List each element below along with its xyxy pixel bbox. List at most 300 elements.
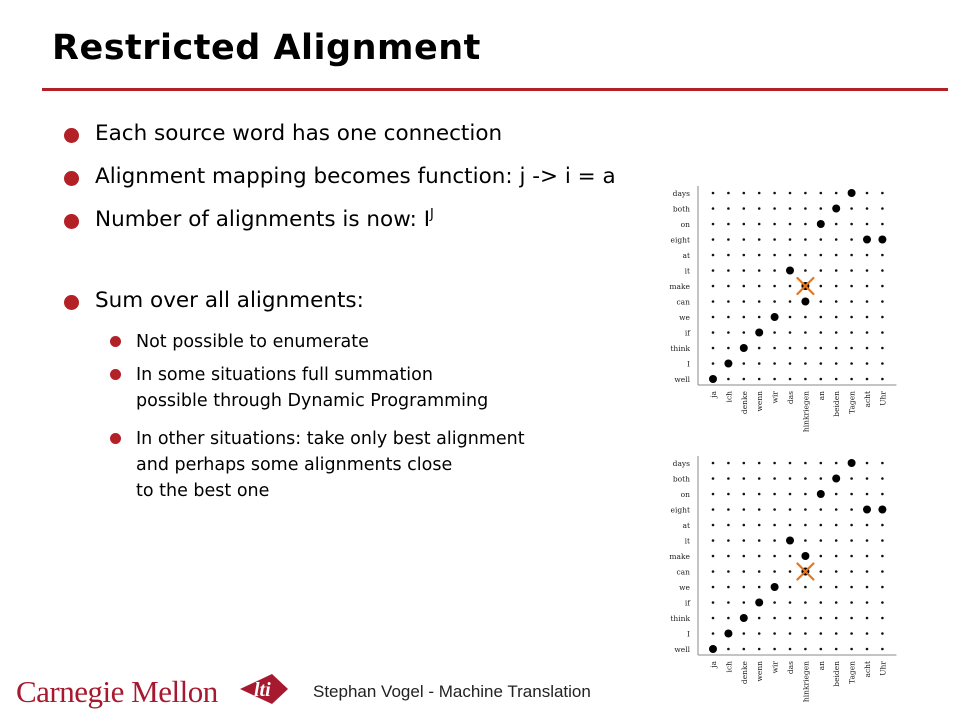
grid-dot bbox=[881, 269, 884, 272]
source-word-label: beiden bbox=[832, 661, 842, 687]
grid-dot bbox=[789, 477, 792, 480]
grid-dot bbox=[712, 586, 715, 589]
grid-dot bbox=[881, 207, 884, 210]
grid-dot bbox=[866, 632, 869, 635]
target-word-label: at bbox=[682, 251, 690, 260]
alignment-point bbox=[709, 645, 717, 653]
alignment-point bbox=[817, 220, 825, 228]
grid-dot bbox=[758, 192, 761, 195]
grid-dot bbox=[866, 648, 869, 651]
grid-dot bbox=[820, 632, 823, 635]
grid-dot bbox=[804, 269, 807, 272]
grid-dot bbox=[727, 570, 730, 573]
target-word-label: both bbox=[672, 204, 690, 214]
alignment-matrix-svg bbox=[662, 182, 908, 433]
grid-dot bbox=[727, 617, 730, 620]
grid-dot bbox=[743, 316, 746, 319]
target-word-label: make bbox=[669, 552, 690, 561]
grid-dot bbox=[850, 539, 853, 542]
grid-dot bbox=[881, 347, 884, 350]
grid-dot bbox=[850, 347, 853, 350]
grid-dot bbox=[866, 362, 869, 365]
target-word-label: days bbox=[672, 189, 690, 198]
grid-dot bbox=[850, 555, 853, 558]
grid-dot bbox=[712, 508, 715, 511]
grid-dot bbox=[743, 285, 746, 288]
grid-dot bbox=[804, 508, 807, 511]
grid-dot bbox=[804, 493, 807, 496]
grid-dot bbox=[835, 648, 838, 651]
grid-dot bbox=[789, 331, 792, 334]
carnegie-mellon-logo: Carnegie Mellon bbox=[16, 674, 218, 709]
grid-dot bbox=[712, 632, 715, 635]
grid-dot bbox=[773, 601, 776, 604]
grid-dot bbox=[881, 362, 884, 365]
grid-dot bbox=[881, 331, 884, 334]
bullet-text: Sum over all alignments: bbox=[95, 288, 364, 313]
grid-dot bbox=[820, 570, 823, 573]
grid-dot bbox=[835, 462, 838, 465]
grid-dot bbox=[881, 462, 884, 465]
grid-dot bbox=[758, 508, 761, 511]
grid-dot bbox=[773, 362, 776, 365]
grid-dot bbox=[758, 524, 761, 527]
grid-dot bbox=[773, 539, 776, 542]
grid-dot bbox=[758, 462, 761, 465]
sub-bullet-line: and perhaps some alignments close bbox=[136, 455, 453, 475]
grid-dot bbox=[789, 524, 792, 527]
grid-dot bbox=[773, 269, 776, 272]
grid-dot bbox=[773, 192, 776, 195]
grid-dot bbox=[820, 378, 823, 381]
grid-dot bbox=[727, 477, 730, 480]
source-word-label: Uhr bbox=[878, 391, 888, 406]
grid-dot bbox=[727, 316, 730, 319]
grid-dot bbox=[835, 285, 838, 288]
grid-dot bbox=[712, 300, 715, 303]
grid-dot bbox=[804, 362, 807, 365]
grid-dot bbox=[804, 539, 807, 542]
grid-dot bbox=[881, 570, 884, 573]
grid-dot bbox=[881, 300, 884, 303]
sub-bullet-line: possible through Dynamic Programming bbox=[136, 391, 489, 411]
grid-dot bbox=[743, 524, 746, 527]
alignment-point bbox=[801, 552, 809, 560]
grid-dot bbox=[712, 316, 715, 319]
grid-dot bbox=[712, 347, 715, 350]
grid-dot bbox=[789, 207, 792, 210]
grid-dot bbox=[835, 524, 838, 527]
grid-dot bbox=[835, 238, 838, 241]
source-word-label: wir bbox=[770, 661, 780, 674]
grid-dot bbox=[804, 378, 807, 381]
grid-dot bbox=[789, 493, 792, 496]
grid-dot bbox=[850, 477, 853, 480]
source-word-label: beiden bbox=[832, 391, 842, 417]
grid-dot bbox=[866, 586, 869, 589]
grid-dot bbox=[727, 347, 730, 350]
grid-dot bbox=[789, 586, 792, 589]
grid-dot bbox=[743, 555, 746, 558]
grid-dot bbox=[727, 269, 730, 272]
grid-dot bbox=[789, 192, 792, 195]
alignment-point bbox=[801, 298, 809, 306]
grid-dot bbox=[789, 300, 792, 303]
grid-dot bbox=[773, 285, 776, 288]
grid-dot bbox=[881, 285, 884, 288]
grid-dot bbox=[758, 378, 761, 381]
grid-dot bbox=[835, 570, 838, 573]
grid-dot bbox=[773, 524, 776, 527]
grid-dot bbox=[820, 238, 823, 241]
grid-dot bbox=[850, 362, 853, 365]
grid-dot bbox=[866, 539, 869, 542]
grid-dot bbox=[743, 601, 746, 604]
grid-dot bbox=[850, 207, 853, 210]
grid-dot bbox=[804, 601, 807, 604]
grid-dot bbox=[743, 462, 746, 465]
sub-bullet-line: In some situations full summation bbox=[136, 365, 433, 385]
grid-dot bbox=[743, 238, 746, 241]
grid-dot bbox=[804, 632, 807, 635]
grid-dot bbox=[804, 331, 807, 334]
grid-dot bbox=[820, 648, 823, 651]
grid-dot bbox=[727, 493, 730, 496]
grid-dot bbox=[835, 555, 838, 558]
grid-dot bbox=[850, 254, 853, 257]
bullet-text bbox=[95, 207, 434, 232]
grid-dot bbox=[835, 223, 838, 226]
alignment-point bbox=[817, 490, 825, 498]
footer-presenter: Stephan Vogel - Machine Translation bbox=[313, 682, 591, 701]
alignment-point bbox=[878, 506, 886, 514]
grid-dot bbox=[773, 632, 776, 635]
grid-dot bbox=[743, 254, 746, 257]
grid-dot bbox=[835, 617, 838, 620]
grid-dot bbox=[712, 223, 715, 226]
source-word-label: ja bbox=[709, 661, 718, 668]
grid-dot bbox=[789, 555, 792, 558]
source-word-label: wenn bbox=[755, 391, 765, 412]
grid-dot bbox=[881, 192, 884, 195]
grid-dot bbox=[820, 331, 823, 334]
grid-dot bbox=[758, 254, 761, 257]
grid-dot bbox=[866, 378, 869, 381]
grid-dot bbox=[758, 316, 761, 319]
grid-dot bbox=[758, 300, 761, 303]
grid-dot bbox=[743, 648, 746, 651]
grid-dot bbox=[758, 493, 761, 496]
source-word-label: hinkriegen bbox=[801, 661, 811, 703]
target-word-label: eight bbox=[670, 505, 690, 515]
grid-dot bbox=[712, 331, 715, 334]
bullet-text: Each source word has one connection bbox=[95, 121, 503, 146]
source-word-label: das bbox=[786, 391, 795, 405]
target-word-label: eight bbox=[670, 235, 690, 245]
target-word-label: I bbox=[687, 629, 690, 639]
grid-dot bbox=[820, 477, 823, 480]
alignment-point bbox=[848, 189, 856, 197]
grid-dot bbox=[712, 462, 715, 465]
source-word-label: hinkriegen bbox=[801, 391, 811, 433]
grid-dot bbox=[881, 555, 884, 558]
sub-bullet-marker bbox=[110, 336, 121, 347]
grid-dot bbox=[727, 524, 730, 527]
grid-dot bbox=[758, 586, 761, 589]
grid-dot bbox=[758, 207, 761, 210]
grid-dot bbox=[804, 617, 807, 620]
grid-dot bbox=[743, 300, 746, 303]
grid-dot bbox=[727, 648, 730, 651]
bullet-marker bbox=[64, 214, 79, 229]
grid-dot bbox=[804, 462, 807, 465]
source-word-label: ja bbox=[709, 391, 718, 398]
sub-bullet-line: Not possible to enumerate bbox=[136, 332, 369, 352]
grid-dot bbox=[820, 207, 823, 210]
target-word-label: both bbox=[672, 474, 690, 484]
sub-bullet-line: In other situations: take only best alignment bbox=[136, 429, 525, 449]
alignment-point bbox=[771, 313, 779, 321]
source-word-label: Uhr bbox=[878, 661, 888, 676]
grid-dot bbox=[850, 586, 853, 589]
grid-dot bbox=[820, 316, 823, 319]
grid-dot bbox=[820, 192, 823, 195]
bullet-marker bbox=[64, 295, 79, 310]
grid-dot bbox=[758, 347, 761, 350]
grid-dot bbox=[820, 617, 823, 620]
grid-dot bbox=[866, 617, 869, 620]
grid-dot bbox=[850, 316, 853, 319]
grid-dot bbox=[850, 648, 853, 651]
grid-dot bbox=[712, 285, 715, 288]
grid-dot bbox=[758, 477, 761, 480]
lti-logo-icon bbox=[236, 672, 292, 706]
alignment-point bbox=[848, 459, 856, 467]
grid-dot bbox=[773, 254, 776, 257]
grid-dot bbox=[835, 493, 838, 496]
source-word-label: wir bbox=[770, 391, 780, 404]
sub-bullet-marker bbox=[110, 369, 121, 380]
grid-dot bbox=[758, 648, 761, 651]
sub-bullet-text bbox=[136, 362, 488, 414]
grid-dot bbox=[789, 570, 792, 573]
grid-dot bbox=[866, 601, 869, 604]
grid-dot bbox=[835, 192, 838, 195]
grid-dot bbox=[866, 254, 869, 257]
grid-dot bbox=[850, 508, 853, 511]
grid-dot bbox=[835, 316, 838, 319]
bullet-text-main: Number of alignments is now: I bbox=[95, 207, 431, 233]
grid-dot bbox=[743, 539, 746, 542]
grid-dot bbox=[712, 477, 715, 480]
grid-dot bbox=[850, 331, 853, 334]
grid-dot bbox=[881, 617, 884, 620]
target-word-label: can bbox=[676, 567, 690, 577]
alignment-point bbox=[755, 329, 763, 337]
grid-dot bbox=[866, 316, 869, 319]
alignment-matrix-top bbox=[662, 182, 908, 433]
grid-dot bbox=[866, 493, 869, 496]
target-word-label: we bbox=[679, 583, 690, 592]
grid-dot bbox=[773, 331, 776, 334]
grid-dot bbox=[758, 285, 761, 288]
grid-dot bbox=[866, 524, 869, 527]
grid-dot bbox=[850, 617, 853, 620]
alignment-matrix-bottom bbox=[662, 452, 908, 703]
grid-dot bbox=[773, 238, 776, 241]
target-word-label: at bbox=[682, 521, 690, 530]
grid-dot bbox=[712, 617, 715, 620]
grid-dot bbox=[881, 632, 884, 635]
grid-dot bbox=[881, 524, 884, 527]
target-word-label: it bbox=[684, 266, 690, 276]
grid-dot bbox=[743, 223, 746, 226]
bullet-marker bbox=[64, 171, 79, 186]
grid-dot bbox=[881, 648, 884, 651]
alignment-matrix-svg bbox=[662, 452, 908, 703]
grid-dot bbox=[758, 632, 761, 635]
grid-dot bbox=[850, 269, 853, 272]
alignment-point bbox=[863, 506, 871, 514]
grid-dot bbox=[820, 254, 823, 257]
lti-logo-text: lti bbox=[254, 679, 271, 701]
grid-dot bbox=[743, 269, 746, 272]
grid-dot bbox=[850, 570, 853, 573]
grid-dot bbox=[835, 601, 838, 604]
grid-dot bbox=[804, 648, 807, 651]
grid-dot bbox=[789, 648, 792, 651]
grid-dot bbox=[727, 331, 730, 334]
grid-dot bbox=[881, 378, 884, 381]
grid-dot bbox=[820, 508, 823, 511]
target-word-label: think bbox=[670, 614, 690, 623]
grid-dot bbox=[804, 207, 807, 210]
grid-dot bbox=[712, 555, 715, 558]
sub-bullet-marker bbox=[110, 433, 121, 444]
grid-dot bbox=[727, 207, 730, 210]
alignment-point bbox=[786, 267, 794, 275]
grid-dot bbox=[804, 316, 807, 319]
target-word-label: we bbox=[679, 313, 690, 322]
grid-dot bbox=[789, 362, 792, 365]
cross-mark-icon bbox=[797, 564, 813, 580]
alignment-point bbox=[771, 583, 779, 591]
grid-dot bbox=[866, 207, 869, 210]
grid-dot bbox=[727, 378, 730, 381]
grid-dot bbox=[789, 632, 792, 635]
grid-dot bbox=[850, 285, 853, 288]
grid-dot bbox=[850, 632, 853, 635]
alignment-point bbox=[740, 344, 748, 352]
grid-dot bbox=[712, 493, 715, 496]
grid-dot bbox=[758, 555, 761, 558]
source-word-label: wenn bbox=[755, 661, 765, 682]
grid-dot bbox=[743, 331, 746, 334]
source-word-label: denke bbox=[739, 661, 749, 685]
grid-dot bbox=[758, 238, 761, 241]
grid-dot bbox=[881, 539, 884, 542]
grid-dot bbox=[727, 238, 730, 241]
grid-dot bbox=[881, 316, 884, 319]
alignment-point bbox=[863, 236, 871, 244]
target-word-label: well bbox=[674, 645, 690, 654]
grid-dot bbox=[850, 524, 853, 527]
grid-dot bbox=[789, 378, 792, 381]
grid-dot bbox=[773, 207, 776, 210]
slide-title: Restricted Alignment bbox=[52, 28, 481, 68]
grid-dot bbox=[820, 555, 823, 558]
grid-dot bbox=[712, 269, 715, 272]
grid-dot bbox=[850, 300, 853, 303]
grid-dot bbox=[727, 254, 730, 257]
grid-dot bbox=[712, 207, 715, 210]
grid-dot bbox=[820, 586, 823, 589]
grid-dot bbox=[804, 238, 807, 241]
grid-dot bbox=[743, 192, 746, 195]
grid-dot bbox=[835, 269, 838, 272]
grid-dot bbox=[773, 477, 776, 480]
source-word-label: an bbox=[816, 391, 826, 401]
grid-dot bbox=[789, 238, 792, 241]
alignment-point bbox=[724, 360, 732, 368]
grid-dot bbox=[820, 285, 823, 288]
grid-dot bbox=[789, 285, 792, 288]
grid-dot bbox=[789, 508, 792, 511]
source-word-label: ich bbox=[724, 661, 734, 673]
sub-bullet-line: to the best one bbox=[136, 481, 270, 501]
grid-dot bbox=[820, 601, 823, 604]
grid-dot bbox=[743, 477, 746, 480]
alignment-point bbox=[709, 375, 717, 383]
source-word-label: an bbox=[816, 661, 826, 671]
grid-dot bbox=[850, 601, 853, 604]
grid-dot bbox=[712, 601, 715, 604]
grid-dot bbox=[789, 316, 792, 319]
grid-dot bbox=[743, 632, 746, 635]
source-word-label: ich bbox=[724, 391, 734, 403]
grid-dot bbox=[820, 462, 823, 465]
grid-dot bbox=[743, 207, 746, 210]
grid-dot bbox=[758, 570, 761, 573]
grid-dot bbox=[820, 362, 823, 365]
grid-dot bbox=[881, 586, 884, 589]
target-word-label: on bbox=[680, 220, 690, 229]
grid-dot bbox=[835, 508, 838, 511]
grid-dot bbox=[881, 601, 884, 604]
sub-bullet-text bbox=[136, 426, 525, 504]
source-word-label: Tagen bbox=[847, 661, 857, 684]
grid-dot bbox=[881, 477, 884, 480]
grid-dot bbox=[820, 300, 823, 303]
grid-dot bbox=[743, 570, 746, 573]
grid-dot bbox=[866, 347, 869, 350]
alignment-point bbox=[878, 236, 886, 244]
grid-dot bbox=[866, 285, 869, 288]
grid-dot bbox=[773, 570, 776, 573]
alignment-point bbox=[832, 205, 840, 213]
grid-dot bbox=[712, 539, 715, 542]
grid-dot bbox=[712, 254, 715, 257]
grid-dot bbox=[773, 555, 776, 558]
grid-dot bbox=[866, 462, 869, 465]
grid-dot bbox=[804, 223, 807, 226]
grid-dot bbox=[866, 223, 869, 226]
target-word-label: I bbox=[687, 359, 690, 369]
grid-dot bbox=[804, 192, 807, 195]
grid-dot bbox=[866, 555, 869, 558]
grid-dot bbox=[773, 648, 776, 651]
target-word-label: days bbox=[672, 459, 690, 468]
